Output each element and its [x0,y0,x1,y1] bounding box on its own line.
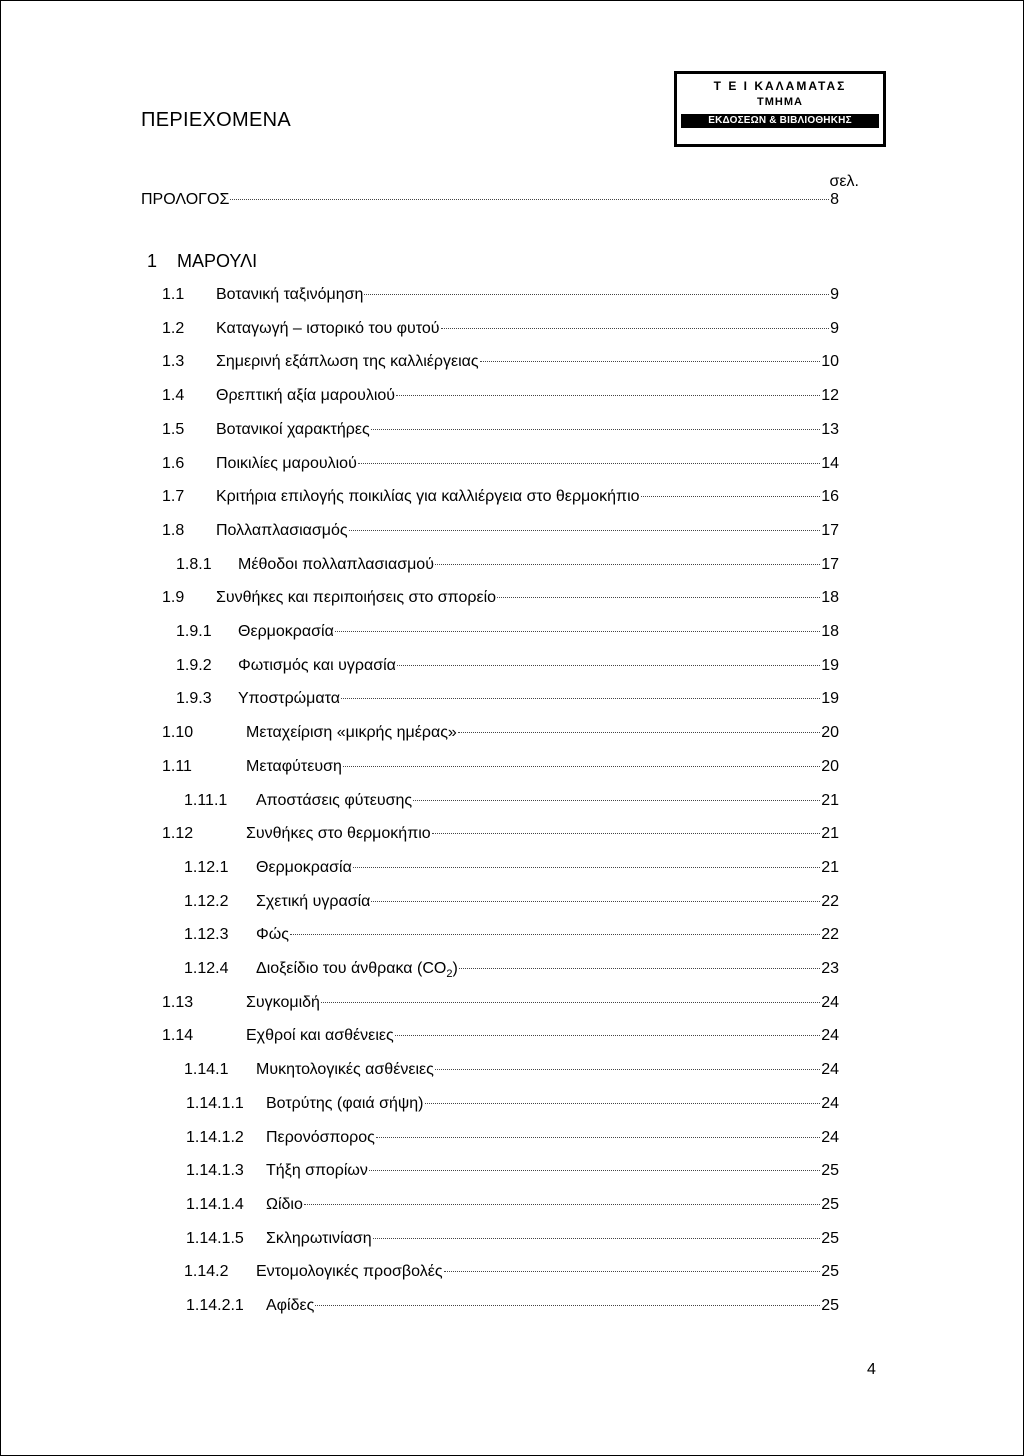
toc-entry-title-text: Μυκητολογικές ασθένειες [256,1061,434,1079]
toc-entry-title [256,792,412,810]
toc-entry-title [216,353,479,371]
toc-entry-number: 1.12.2 [184,892,229,910]
toc-entry-title [256,960,458,980]
toc-entry [184,859,839,877]
toc-entry-title [256,1263,443,1281]
toc-entry-number: 1.12.3 [184,926,229,944]
toc-entry-title-text: Καταγωγή – ιστορικό του φυτού [216,319,440,337]
toc-entry-title-text: Συνθήκες και περιποιήσεις στο σπορείο [216,589,497,607]
toc-entry-title-text: Σημερινή εξάπλωση της καλλιέργειας [216,353,479,371]
toc-entry-page: 18 [821,589,839,607]
toc-entry-page: 20 [821,757,839,775]
toc-entry-title [216,387,395,405]
toc-entry-title [256,926,289,944]
toc-leader-dots [397,665,820,666]
toc-entry-number: 1.1 [162,286,185,303]
toc-entry [184,893,839,911]
toc-entry [162,387,839,405]
toc-entry-page: 23 [821,960,839,977]
toc-entry-title-text: Φωτισμός και υγρασία [238,656,396,674]
toc-entry-number: 1.12.4 [184,960,229,977]
toc-entry-page: 12 [821,387,839,405]
toc-entry-number: 1.12 [162,825,194,843]
toc-entry [186,1162,839,1180]
toc-entry-number: 1.14.2 [184,1263,229,1281]
toc-entry-title [266,1297,314,1315]
toc-leader-dots [343,766,820,767]
page-column-label: σελ. [829,173,859,190]
toc-leader-dots [458,732,820,733]
toc-entry [162,589,839,607]
toc-entry-number: 1.14.1.5 [186,1229,244,1247]
toc-entry-page: 25 [821,1229,839,1247]
toc-entry [162,1027,839,1045]
toc-entry-page: 25 [821,1263,839,1281]
toc-entry-number: 1.11 [162,757,192,775]
toc-entry-title-text: Ποικιλίες μαρουλιού [216,454,357,472]
toc-entry [162,286,839,304]
toc-entry-number: 1.3 [162,353,185,371]
toc-entry [184,960,839,980]
toc-leader-dots [480,361,821,362]
toc-entry-page: 17 [821,555,839,573]
toc-entry-page: 22 [821,892,839,910]
toc-entry-page: 24 [821,1027,839,1045]
toc-leader-dots [369,1170,820,1171]
page-title: ΠΕΡΙΕΧΟΜΕΝΑ [141,109,291,131]
toc-entry-title-text: Μέθοδοι πολλαπλασιασμού [238,555,434,573]
toc-leader-dots [444,1271,821,1272]
toc-entry [176,556,839,574]
stamp-line-1: Τ Ε Ι ΚΑΛΑΜΑΤΑΣ [713,79,847,93]
toc-entry-page: 16 [821,488,839,506]
toc-entry-page: 10 [821,353,839,371]
toc-entry [186,1095,839,1113]
toc-entry-title [238,657,396,675]
toc-entry-number: 1.4 [162,387,185,405]
toc-leader-dots [395,1035,820,1036]
toc-entry-preface [141,191,839,209]
toc-entry-title-text: Μεταχείριση «μικρής ημέρας» [246,724,457,742]
toc-leader-dots [376,1137,820,1138]
toc-entry-title-text: Περονόσπορος [266,1128,375,1146]
toc-entry [162,353,839,371]
toc-entry-title [256,893,370,911]
toc-entry-title-text: Πολλαπλασιασμός [216,521,348,539]
toc-entry-number: 1.5 [162,420,185,438]
toc-entry-title-text: Φώς [256,926,289,944]
toc-entry [162,320,839,338]
toc-entry-title-subscript: 2 [446,968,453,981]
toc-entry-title [266,1196,303,1214]
toc-entry [162,455,839,473]
toc-leader-dots [349,530,821,531]
chapter-number: 1 [147,251,158,271]
library-stamp [674,71,886,147]
toc-entry-number: 1.12.1 [184,858,229,876]
toc-entry-title-text: Διοξείδιο του άνθρακα (CO [256,960,447,977]
toc-entry-title-text: Ωίδιο [266,1195,303,1213]
toc-leader-dots [435,1069,820,1070]
toc-entry-title [266,1230,372,1248]
toc-entry-title [246,758,342,776]
toc-entry-page: 21 [821,791,839,809]
toc-entry-number: 1.8.1 [176,555,212,573]
toc-entry-page: 25 [821,1195,839,1213]
toc-entry [162,421,839,439]
toc-entry-title [238,690,340,708]
toc-entry-number: 1.13 [162,993,194,1011]
toc-leader-dots [353,867,820,868]
toc-entry-page: 13 [821,420,839,438]
toc-entry-page: 24 [821,1128,839,1146]
toc-entry-title-text: Βοτρύτης (φαιά σήψη) [266,1094,424,1112]
toc-entry-page: 19 [821,690,839,708]
toc-entry-title-text: Υποστρώματα [238,690,340,708]
toc-leader-dots [321,1002,820,1003]
toc-entry-number: 1.14.1.1 [186,1094,244,1112]
toc-entry [186,1230,839,1248]
toc-leader-dots [371,901,820,902]
toc-entry-number: 1.9 [162,589,185,607]
toc-entry-number: 1.14 [162,1027,194,1045]
toc-leader-dots [425,1103,821,1104]
toc-entry-page: 17 [821,521,839,539]
toc-entry-number: 1.10 [162,724,194,742]
toc-leader-dots [335,631,820,632]
toc-entry-number: 1.8 [162,521,185,539]
toc-entry-page: 19 [821,656,839,674]
toc-entry-page: 24 [821,993,839,1011]
toc-leader-dots [290,934,820,935]
toc-entry-title-text: Κριτήρια επιλογής ποικιλίας για καλλιέργεια στο θερμοκήπιο [216,488,640,506]
toc-entry-page: 21 [821,825,839,843]
toc-entry-title-text: Θερμοκρασία [238,623,334,640]
toc-entry-number: 1.11.1 [184,791,228,809]
toc-entry-number: 1.14.1.2 [186,1128,244,1146]
toc-entry-title-text: Συνθήκες στο θερμοκήπιο [246,825,431,843]
toc-entry-title [216,488,640,506]
toc-entry [184,792,839,810]
toc-entry [162,758,839,776]
toc-entry [184,926,839,944]
toc-entry-title [216,589,496,607]
toc-entry-page: 9 [830,319,839,337]
toc-leader-dots [373,1238,821,1239]
toc-entry-page: 24 [821,1094,839,1112]
toc-entry-title-text: Θερμοκρασία [256,858,352,876]
toc-entry-title [266,1162,368,1180]
toc-entry-page: 8 [830,191,839,208]
toc-entry-title [216,522,348,540]
toc-entry-title-text: Αφίδες [266,1297,315,1314]
toc-entry-page: 25 [821,1162,839,1180]
toc-entry-title-text: Βοτανική ταξινόμηση [216,286,364,303]
toc-leader-dots [358,463,820,464]
toc-entry-page: 21 [821,858,839,876]
toc-leader-dots [497,597,820,598]
toc-entry-number: 1.14.1.3 [186,1162,244,1180]
toc-entry-title-text: Θρεπτική αξία μαρουλιού [216,387,396,405]
stamp-line-2: ΤΜΗΜΑ [757,96,803,108]
toc-entry [186,1297,839,1315]
toc-entry [184,1263,839,1281]
toc-leader-dots [441,328,830,329]
toc-entry-number: 1.14.1 [184,1061,229,1079]
toc-entry-number: 1.6 [162,454,185,472]
toc-entry-title [216,455,357,473]
toc-entry-number: 1.14.1.4 [186,1195,244,1213]
page-number: 4 [867,1361,876,1378]
toc-entry-number: 1.9.1 [176,623,212,640]
toc-leader-dots [364,294,829,295]
toc-entry-title [246,825,431,843]
toc-entry-title-text: Εντομολογικές προσβολές [256,1263,443,1281]
toc-entry-title-text: Εχθροί και ασθένειες [246,1027,394,1045]
toc-entry-page: 9 [830,286,839,303]
toc-entry [176,690,839,708]
toc-entry-title [246,1027,394,1045]
toc-entry-page: 18 [821,623,839,640]
toc-entry [162,522,839,540]
toc-entry-page: 22 [821,926,839,944]
chapter-title: ΜΑΡΟΥΛΙ [177,251,258,271]
toc-entry-title [256,859,352,877]
toc-leader-dots [341,698,820,699]
toc-entry-title-text: Αποστάσεις φύτευσης [256,791,413,809]
toc-entry-page: 25 [821,1297,839,1314]
toc-entry-page: 24 [821,1061,839,1079]
toc-entry-title [246,994,320,1012]
toc-entry-title [246,724,457,742]
stamp-line-3: ΕΚΔΟΣΕΩΝ & ΒΙΒΛΙΟΘΗΚΗΣ [681,114,879,128]
toc-entry [184,1061,839,1079]
toc-entry [186,1129,839,1147]
toc-entry-title-text: Βοτανικοί χαρακτήρες [216,420,370,438]
toc-entry-page: 14 [821,454,839,472]
toc-entry [176,623,839,641]
toc-entry [162,994,839,1012]
toc-entry [162,825,839,843]
toc-leader-dots [432,833,821,834]
toc-leader-dots [396,395,820,396]
toc-entry [162,488,839,506]
toc-entry-title [216,320,440,338]
toc-entry-title [238,556,434,574]
toc-entry [186,1196,839,1214]
toc-leader-dots [435,564,820,565]
toc-entry-title [216,286,363,304]
toc-entry-number: 1.2 [162,319,185,337]
toc-entry-number: 1.14.2.1 [186,1297,244,1314]
toc-entry-title [256,1061,434,1079]
toc-leader-dots [413,800,820,801]
toc-leader-dots [315,1305,820,1306]
toc-entry-title-text: Σκληρωτινίαση [266,1229,372,1247]
toc-entry-title-after: ) [452,960,458,977]
toc-leader-dots [371,429,821,430]
toc-entry-number: 1.7 [162,488,185,506]
toc-leader-dots [641,496,821,497]
toc-entry-title [266,1095,424,1113]
chapter-heading [147,251,257,272]
toc-entry-number: 1.9.3 [176,690,212,708]
toc-entry-title-text: Μεταφύτευση [246,757,342,775]
toc-entry-title: ΠΡΟΛΟΓΟΣ [141,191,230,208]
toc-entry-title-text: Συγκομιδή [246,993,320,1011]
toc-entry-title-text: Σχετική υγρασία [256,892,371,910]
toc-leader-dots [230,199,829,200]
toc-entry-page: 20 [821,724,839,742]
toc-entry-title [266,1129,375,1147]
toc-entry [162,724,839,742]
toc-leader-dots [459,968,820,969]
toc-entry [176,657,839,675]
toc-entry-number: 1.9.2 [176,656,212,674]
toc-entry-title [238,623,334,641]
toc-entry-title-text: Τήξη σπορίων [266,1162,368,1180]
toc-leader-dots [304,1204,820,1205]
toc-entry-title [216,421,370,439]
